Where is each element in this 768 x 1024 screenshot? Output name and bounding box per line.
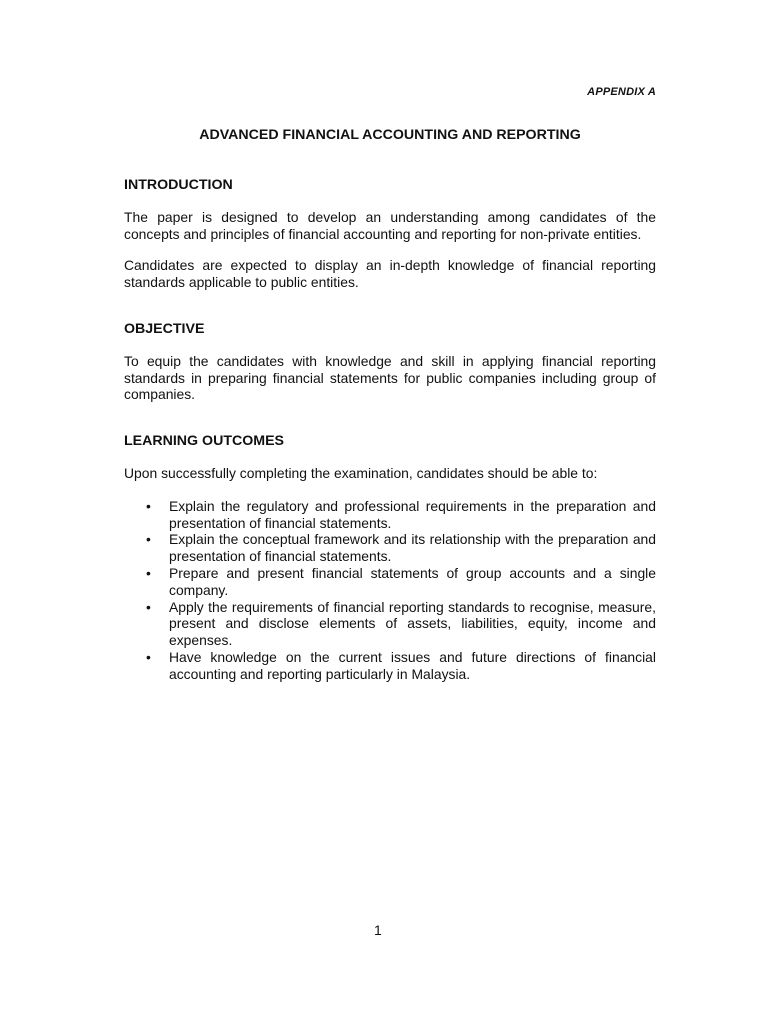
- document-title: ADVANCED FINANCIAL ACCOUNTING AND REPORTING: [199, 127, 581, 143]
- learning-outcomes-intro: Upon successfully completing the examination, candidates should be able to:: [124, 464, 598, 481]
- learning-outcomes-heading: LEARNING OUTCOMES: [124, 433, 285, 450]
- list-item: [124, 498, 656, 532]
- objective-heading: OBJECTIVE: [124, 320, 205, 337]
- introduction-paragraph-1: The paper is designed to develop an understanding among candidates of the concepts and principles of financial accounting and reporting for non-private entities.: [124, 208, 656, 242]
- list-item-text: Prepare and present financial statements of group accounts and a single company.: [169, 564, 656, 598]
- list-item-text: Apply the requirements of financial reporting standards to recognise, measure, present and disclose elements of assets, liabilities, equity, income and expenses.: [169, 598, 656, 649]
- document-body: [124, 177, 656, 683]
- list-item: [124, 565, 656, 599]
- appendix-label: APPENDIX A: [587, 86, 656, 98]
- list-item-text: Explain the regulatory and professional requirements in the preparation and presentation of financial statements.: [169, 497, 656, 531]
- list-item: [124, 599, 656, 649]
- page-number: 1: [374, 922, 382, 938]
- learning-outcomes-list: [124, 498, 656, 683]
- list-item-text: Explain the conceptual framework and its relationship with the preparation and presentation of financial statements.: [169, 531, 656, 565]
- list-item: [124, 649, 656, 683]
- objective-paragraph: To equip the candidates with knowledge and skill in applying financial reporting standards in preparing financial statements for public companies including group of companies.: [124, 352, 656, 403]
- bullet-icon: •: [146, 648, 151, 665]
- bullet-icon: •: [146, 497, 151, 514]
- list-item-text: Have knowledge on the current issues and future directions of financial accounting and reporting particularly in Malaysia.: [169, 648, 656, 682]
- bullet-icon: •: [146, 564, 151, 581]
- introduction-heading: INTRODUCTION: [124, 177, 233, 193]
- introduction-paragraph-2: Candidates are expected to display an in-depth knowledge of financial reporting standards applicable to public entities.: [124, 257, 656, 291]
- bullet-icon: •: [146, 598, 151, 615]
- list-item: [124, 531, 656, 565]
- bullet-icon: •: [146, 531, 151, 548]
